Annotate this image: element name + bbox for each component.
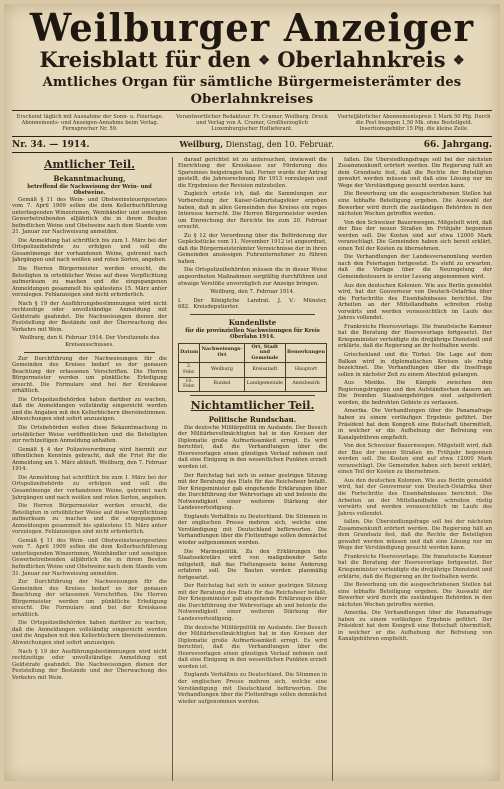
section-official: Amtlicher Teil. xyxy=(43,157,136,171)
file-number: I. 682. xyxy=(178,297,190,311)
info-editor: Verantwortlicher Redakteur: Fr. Cramer, Weilburg. Druck und Verlag von A. Cramer, Großherzoglich Luxemburgischer Hoflieferant. xyxy=(176,113,328,133)
column-1 xyxy=(12,157,172,781)
article-heading: Bekanntmachung, xyxy=(53,173,126,183)
paragraph: Zur Durchführung der Nachweisungen für die Gemeinden des Kreises bedarf es der genauen Beachtung der erlassenen Vorschriften. Die Herren Bürgermeister werden um pünktliche Erledigung ersucht. Die Formulare sind bei der Kreiskasse erhältlich. xyxy=(12,355,167,395)
article-heading: Politische Rundschau. xyxy=(208,414,297,424)
newspaper-page xyxy=(4,4,500,781)
article-subheading: betreffend die Nachweisung der Wein- und Obstweine. xyxy=(27,183,152,197)
table-row xyxy=(179,377,327,391)
newspaper-subtitle xyxy=(4,48,500,74)
paragraph: Griechenland und die Türkei. Die Lage auf dem Balkan wird in diplomatischen Kreisen als ruhig bezeichnet. Die Verhandlungen über die Inselfrage sollen in nächster Zeit zu einem Abschluß gelangen. xyxy=(338,352,492,378)
paragraph: Die Ortspolizeibehörden haben darüber zu wachen, daß die Anmeldungen vollständig eingereicht werden und die Angaben mit den Kellerbüchern übereinstimmen. Abweichungen sind sofort anzuzeigen. xyxy=(12,396,167,423)
paragraph: Englands Verhältnis zu Deutschland. Die Stimmen in der englischen Presse mehren sich, welche eine Verständigung mit Deutschland befürworten. Die Verhandlungen über die Flottenfrage sollen demnächst wieder aufgenommen werden. xyxy=(178,513,327,547)
table-header-cell: Nachweisungs-Ort xyxy=(200,343,244,363)
paragraph: Zu § 12 der Verordnung über die Beförderung der Gepäckstücke vom 11. November 1912 ist angeordnet, daß die Bürgermeisterämter Verzeichnisse der in ihren Gemeinden ansässigen Fuhrunternehmer zu führen haben. xyxy=(178,232,327,265)
table-cell: Weilburg xyxy=(200,363,244,377)
paragraph: Nach § 19 der Ausführungsbestimmungen wird nicht rechtzeitige oder unvollständige Anmeldung mit Geldstrafe geahndet. Die Nachweisungen dienen der Feststellung der Bestände und der Überwachung des Verkehrs mit Wein. xyxy=(12,300,167,333)
paragraph: Englands Verhältnis zu Deutschland. Die Stimmen in der englischen Presse mehren sich, welche eine Verständigung mit Deutschland befürworten. Die Verhandlungen über die Flottenfrage sollen demnächst wieder aufgenommen werden. xyxy=(178,672,327,705)
table-cell: Runkel xyxy=(200,377,244,391)
paragraph: Zur Durchführung der Nachweisungen für die Gemeinden des Kreises bedarf es der genauen Beachtung der erlassenen Vorschriften. Die Herren Bürgermeister werden um pünktliche Erledigung ersucht. Die Formulare sind bei der Kreiskasse erhältlich. xyxy=(12,579,167,618)
publication-info xyxy=(12,114,492,133)
table-row xyxy=(179,363,327,377)
paragraph: Der Reichstag hat sich in seiner gestrigen Sitzung mit der Beratung des Etats für das Reichsheer befaßt. Der Kriegsminister gab eingehende Erklärungen über die Durchführung der Wehrvorlage ab und betonte die Notwendigkeit einer weiteren Stärkung der Landesverteidigung. xyxy=(178,583,327,623)
paragraph: Aus den deutschen Kolonien. Wie aus Berlin gemeldet wird, hat der Gouverneur von Deutsch-Ostafrika über die Fortschritte des Eisenbahnbaues berichtet. Die Arbeiten an der Mittellandbahn schreiten rüstig vorwärts und werden voraussichtlich im Laufe des Jahres vollendet. xyxy=(338,282,492,322)
subtitle-right: Oberlahnkreis xyxy=(277,47,446,72)
paragraph: Von den Schweizer Bauernwegen. Mitgeteilt wird, daß der Bau der neuen Straßen im Frühjahr begonnen werden soll. Die Kosten sind auf etwa 12000 Mark veranschlagt. Die Gemeinden haben sich bereit erklärt, einen Teil der Kosten zu übernehmen. xyxy=(338,443,492,476)
paragraph: Die deutsche Militärpolitik im Auslande. Der Besuch der Militärbevollmächtigten hat in den Kreisen der Diplomatie große Aufmerksamkeit erregt. Es wird berichtet, daß die Verhandlungen über die Heeresvorlagen einen günstigen Verlauf nehmen und daß eine Einigung in den wesentlichen Punkten erzielt worden ist. xyxy=(178,424,327,470)
table-cell: Amtsbezirk xyxy=(286,377,327,391)
table-cell: 10. Febr. xyxy=(179,377,200,391)
paragraph: Aus den deutschen Kolonien. Wie aus Berlin gemeldet wird, hat der Gouverneur von Deutsch-Ostafrika über die Fortschritte des Eisenbahnbaues berichtet. Die Arbeiten an der Mittellandbahn schreiten rüstig vorwärts und werden voraussichtlich im Laufe des Jahres vollendet. xyxy=(338,477,492,517)
paragraph: fallen. Die Übersiedlungsfrage soll bei der nächsten Zusammenkunft erörtert werden. Die Regierung hält an dem Grundsatz fest, daß die Rechte der Beteiligten gewahrt werden müssen und daß eine Lösung nur im Wege der Verständigung gesucht werden kann. xyxy=(338,156,492,189)
paragraph: Weilburg, den 6. Februar 1914. Der Vorsitzende des Kreisausschusses. xyxy=(19,335,160,349)
paragraph: Frankreichs Heeresvorlage. Die französische Kammer hat die Beratung der Heeresvorlage fortgesetzt. Der Kriegsminister verteidigte die dreijährige Dienstzeit und erklärte, daß die Regierung an ihr festhalten werde. xyxy=(338,553,492,580)
table-header-cell: Bemerkungen xyxy=(286,343,327,363)
official-organ-line: Amtliches Organ für sämtliche Bürgermeisterämter des Oberlahnkreises xyxy=(12,74,492,111)
paragraph: Gemäß § 4 der Polizeiverordnung wird hiermit zur öffentlichen Kenntnis gebracht, daß die Frist für die Anmeldung am 1. März abläuft. Weilburg, den 7. Februar 1914. xyxy=(12,446,167,473)
ornament-icon: ❖ xyxy=(258,53,270,69)
info-publication: Erscheint täglich mit Ausnahme der Sonn- u. Feiertage. Abonnements- und Anzeigen-Annahme beim Verlag. Fernsprecher Nr. 59. xyxy=(16,113,164,133)
paragraph: Die Ortspolizeibehörden haben darüber zu wachen, daß die Anmeldungen vollständig eingereicht werden und die Angaben mit den Kellerbüchern übereinstimmen. Abweichungen sind sofort anzuzeigen. xyxy=(12,620,167,646)
table-cell: Hauptort xyxy=(286,363,327,377)
paragraph: Weilburg, den 7. Februar 1914. xyxy=(210,289,295,296)
paragraph: Der Reichstag hat sich in seiner gestrigen Sitzung mit der Beratung des Etats für das Reichsheer befaßt. Der Kriegsminister gab eingehende Erklärungen über die Durchführung der Wehrvorlage ab und betonte die Notwendigkeit einer weiteren Stärkung der Landesverteidigung. xyxy=(178,472,327,512)
article-columns xyxy=(12,157,492,781)
paragraph: Die Marinepolitik. Zu den Erklärungen des Staatssekretärs wird von maßgebender Seite mitgeteilt, daß das Flottengesetz keine Änderung erfahren soll. Die Bauten werden planmäßig fortgesetzt. xyxy=(178,548,327,581)
paragraph: Die Anmeldung hat schriftlich bis zum 1. März bei der Ortspolizeibehörde zu erfolgen und soll die Gesamtmenge der vorhandenen Weine, getrennt nach Jahrgängen und nach weißen und roten Sorten, angeben. xyxy=(12,474,167,501)
divider xyxy=(190,395,315,396)
signature-line xyxy=(178,298,327,311)
section-unofficial: Nichtamtlicher Teil. xyxy=(190,398,315,412)
paragraph: Aus Mexiko. Die Kämpfe zwischen den Regierungstruppen und den Aufständischen dauern an. Die fremden Staatsangehörigen sind aufgefordert worden, die bedrohten Gebiete zu verlassen. xyxy=(338,380,492,406)
paragraph: Die Bewerbung um die ausgeschriebenen Stellen hat eine lebhafte Beteiligung ergeben. Die Auswahl der Bewerber wird durch die zuständigen Behörden in den nächsten Wochen getroffen werden. xyxy=(338,582,492,608)
paragraph: Gemäß § 11 des Wein- und Obstweinsteuergesetzes vom 7. April 1909 sollen die dem Kellerbuchführung unterliegenden Winzerinnen, Weinhändler und sonstigen Gewerbetreibenden alljährlich die in ihrem Besitze befindlichen Weine und Obstweine nach dem Stande vom 31. Januar zur Nachweisung anmelden. xyxy=(12,537,167,577)
issue-number: Nr. 34. — 1914. xyxy=(12,139,90,150)
paragraph: Gemäß § 11 des Wein- und Obstweinsteuergesetzes vom 7. April 1909 sollen die dem Kellerbuchführung unterliegenden Winzerinnen, Weinhändler und sonstigen Gewerbetreibenden alljährlich die in ihrem Besitze befindlichen Weine und Obstweine nach dem Stande vom 31. Januar zur Nachweisung anmelden. xyxy=(12,196,167,236)
signatory: Der Königliche Landrat. J. V.: Münster, Kreisdeputierter. xyxy=(193,297,327,311)
table-title: Kundenliste xyxy=(228,317,277,327)
divider xyxy=(24,352,155,353)
table-header-cell: Ort, Stadt und Gemeinde xyxy=(244,343,285,363)
dateline xyxy=(12,136,492,153)
subtitle-left: Kreisblatt für den xyxy=(39,47,251,72)
ornament-icon: ❖ xyxy=(452,53,465,69)
issue-place: Weilburg, xyxy=(179,138,224,149)
paragraph: Die Bewerbung um die ausgeschriebenen Stellen hat eine lebhafte Beteiligung ergeben. Die Auswahl der Bewerber wird durch die zuständigen Behörden in den nächsten Wochen getroffen werden. xyxy=(338,191,492,218)
masthead xyxy=(4,4,500,111)
table-cell: Kreisstadt xyxy=(244,363,285,377)
paragraph: Von den Schweizer Bauernwegen. Mitgeteilt wird, daß der Bau der neuen Straßen im Frühjahr begonnen werden soll. Die Kosten sind auf etwa 12000 Mark veranschlagt. Die Gemeinden haben sich bereit erklärt, einen Teil der Kosten zu übernehmen. xyxy=(338,219,492,252)
paragraph: Amerika. Die Verhandlungen über die Panamafrage haben zu einem vorläufigen Ergebnis geführt. Der Präsident hat dem Kongreß eine Botschaft übermittelt, in welcher er die Aufhebung der Befreiung von Kanalgebühren empfiehlt. xyxy=(338,408,492,441)
info-price: Vierteljährlicher Abonnementspreis 1 Mark 50 Pfg. Durch die Post bezogen 1,50 Mk. ohne Bestellgeld. Insertionsgebühr 15 Pfg. die kleine Zeile. xyxy=(337,113,491,133)
table-header-row xyxy=(179,343,327,363)
paragraph: Die Verhandlungen der Landesversammlung werden nach den Feiertagen fortgesetzt. Es steht zu erwarten, daß die Vorlage über die Neuregelung der Gemeindesteuern in erster Lesung angenommen wird. xyxy=(338,254,492,281)
issue-date xyxy=(180,139,334,149)
paragraph: Die Ortspolizeibehörden müssen die in dieser Weise angeordneten Maßnahmen sorgfältig durchführen und etwaige Verstöße unverzüglich zur Anzeige bringen. xyxy=(178,267,327,287)
divider xyxy=(190,314,315,315)
newspaper-title: Weilburger Anzeiger xyxy=(29,5,475,50)
paragraph: Die Herren Bürgermeister werden ersucht, die Beteiligten in ortsüblicher Weise auf diese Verpflichtung aufmerksam zu machen und die eingegangenen Anmeldungen gesammelt bis spätestens 15. März anher vorzulegen. Fehlanzeigen sind nicht erforderlich. xyxy=(12,266,167,299)
paragraph: Die deutsche Militärpolitik im Auslande. Der Besuch der Militärbevollmächtigten hat in den Kreisen der Diplomatie große Aufmerksamkeit erregt. Es wird berichtet, daß die Verhandlungen über die Heeresvorlagen einen günstigen Verlauf nehmen und daß eine Einigung in den wesentlichen Punkten erzielt worden ist. xyxy=(178,624,327,670)
table-cell: 2. Febr. xyxy=(179,363,200,377)
paragraph: fallen. Die Übersiedlungsfrage soll bei der nächsten Zusammenkunft erörtert werden. Die Regierung hält an dem Grundsatz fest, daß die Rechte der Beteiligten gewahrt werden müssen und daß eine Lösung nur im Wege der Verständigung gesucht werden kann. xyxy=(338,519,492,552)
table-cell: Landgemeinde xyxy=(244,377,285,391)
table-header-cell: Datum xyxy=(179,343,200,363)
paragraph: Nach § 19 der Ausführungsbestimmungen wird nicht rechtzeitige oder unvollständige Anmeldung mit Geldstrafe geahndet. Die Nachweisungen dienen der Feststellung der Bestände und der Überwachung des Verkehrs mit Wein. xyxy=(12,648,167,681)
schedule-table xyxy=(178,343,327,392)
issue-day: Dienstag, den 10. Februar. xyxy=(225,139,334,149)
paragraph: Die Herren Bürgermeister werden ersucht, die Beteiligten in ortsüblicher Weise auf diese Verpflichtung aufmerksam zu machen und die eingegangenen Anmeldungen gesammelt bis spätestens 15. März anher vorzulegen. Fehlanzeigen sind nicht erforderlich. xyxy=(12,503,167,536)
paragraph: darauf gerichtet ist zu untersuchen, inwieweit die Einrichtung der Kreiskasse zur Förderung des Sparsinnes beigetragen hat. Ferner wurde der Antrag gestellt, die Jahresrechnung für 1913 vorzulegen und die Ergebnisse der Revision mitzuteilen. xyxy=(178,156,327,189)
paragraph: Amerika. Die Verhandlungen über die Panamafrage haben zu einem vorläufigen Ergebnis geführt. Der Präsident hat dem Kongreß eine Botschaft übermittelt, in welcher er die Aufhebung der Befreiung von Kanalgebühren empfiehlt. xyxy=(338,610,492,643)
column-2 xyxy=(172,157,332,781)
paragraph: Die Ortsbehörden wollen diese Bekanntmachung in ortsüblicher Weise veröffentlichen und die Beteiligten zur rechtzeitigen Anmeldung anhalten. xyxy=(12,425,167,445)
paragraph: Frankreichs Heeresvorlage. Die französische Kammer hat die Beratung der Heeresvorlage fortgesetzt. Der Kriegsminister verteidigte die dreijährige Dienstzeit und erklärte, daß die Regierung an ihr festhalten werde. xyxy=(338,323,492,350)
paragraph: Die Anmeldung hat schriftlich bis zum 1. März bei der Ortspolizeibehörde zu erfolgen und soll die Gesamtmenge der vorhandenen Weine, getrennt nach Jahrgängen und nach weißen und roten Sorten, angeben. xyxy=(12,237,167,264)
table-caption: für die provinziellen Nachweisungen für Kreis Oberlahn 1914. xyxy=(185,327,320,341)
column-3 xyxy=(332,157,492,781)
paragraph: Zugleich erteile ich, daß die Sammlungen zur Vorbereitung der Kaiser-Geburtstagsfeier ergeben haben, daß in allen Gemeinden des Kreises ein reges Interesse herrscht. Die Herren Bürgermeister werden um Einreichung der Berichte bis zum 20. Februar ersucht. xyxy=(178,191,327,231)
issue-year: 66. Jahrgang. xyxy=(423,139,492,150)
